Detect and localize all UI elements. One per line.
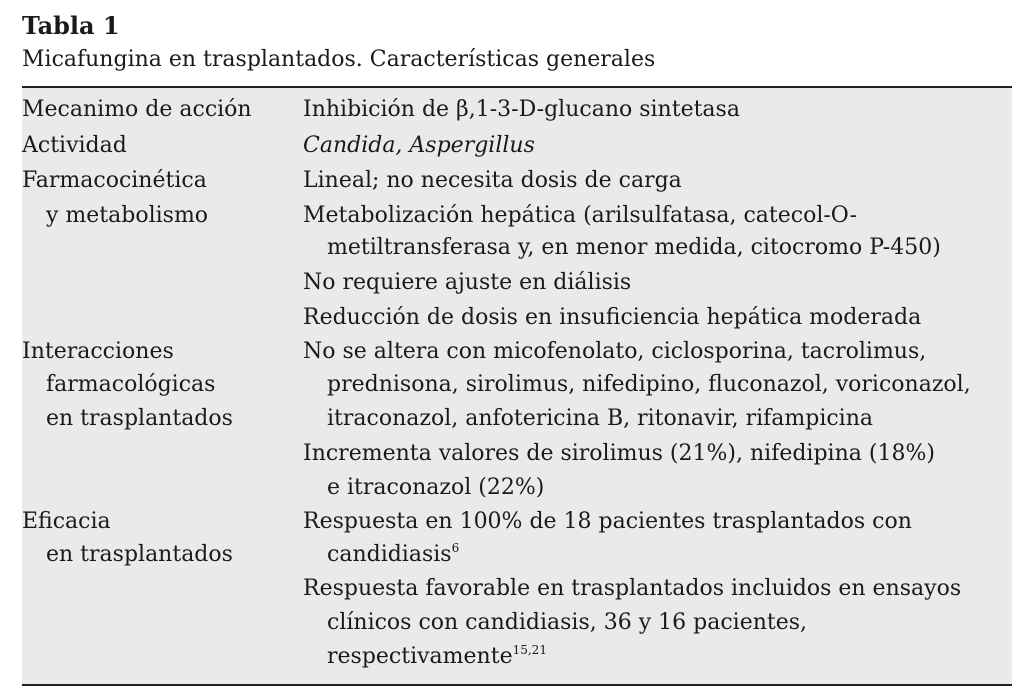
row-term: Interacciones xyxy=(22,339,174,364)
row-desc xyxy=(327,642,547,672)
row-desc: Reducción de dosis en insuficiencia hepática moderada xyxy=(303,305,922,330)
row-term: en trasplantados xyxy=(46,406,233,431)
row-term: Mecanimo de acción xyxy=(22,97,252,122)
row-desc xyxy=(327,540,459,570)
row-desc: Respuesta en 100% de 18 pacientes trasplantados con xyxy=(303,509,912,534)
row-term: Farmacocinética xyxy=(22,168,207,193)
row-desc: Respuesta favorable en trasplantados incluidos en ensayos xyxy=(303,576,962,601)
row-desc: prednisona, sirolimus, nifedipino, fluconazol, voriconazol, xyxy=(327,372,971,397)
reference-superscript: 6 xyxy=(451,541,460,555)
row-term: y metabolismo xyxy=(46,203,209,228)
row-term: farmacológicas xyxy=(46,372,216,397)
row-desc: e itraconazol (22%) xyxy=(327,475,545,500)
row-term: Actividad xyxy=(22,133,127,158)
row-term: Eficacia xyxy=(22,509,111,534)
table-body xyxy=(22,86,1012,686)
row-desc: Incrementa valores de sirolimus (21%), nifedipina (18%) xyxy=(303,441,935,466)
desc-text: respectivamente xyxy=(327,644,513,669)
row-desc: clínicos con candidiasis, 36 y 16 pacientes, xyxy=(327,610,808,635)
row-desc: Metabolización hepática (arilsulfatasa, catecol-O- xyxy=(303,203,858,228)
table-caption: Micafungina en trasplantados. Características generales xyxy=(22,47,656,72)
reference-superscript: 15,21 xyxy=(512,643,547,657)
desc-text: candidiasis xyxy=(327,542,452,567)
table-label: Tabla 1 xyxy=(22,11,120,40)
row-desc: Inhibición de β,1-3-D-glucano sintetasa xyxy=(303,97,740,122)
row-desc: Candida, Aspergillus xyxy=(303,133,535,158)
row-desc: itraconazol, anfotericina B, ritonavir, rifampicina xyxy=(327,406,874,431)
row-desc: No requiere ajuste en diálisis xyxy=(303,270,632,295)
row-term: en trasplantados xyxy=(46,542,233,567)
row-desc: metiltransferasa y, en menor medida, citocromo P-450) xyxy=(327,235,941,260)
row-desc: No se altera con micofenolato, ciclosporina, tacrolimus, xyxy=(303,339,927,364)
row-desc: Lineal; no necesita dosis de carga xyxy=(303,168,682,193)
